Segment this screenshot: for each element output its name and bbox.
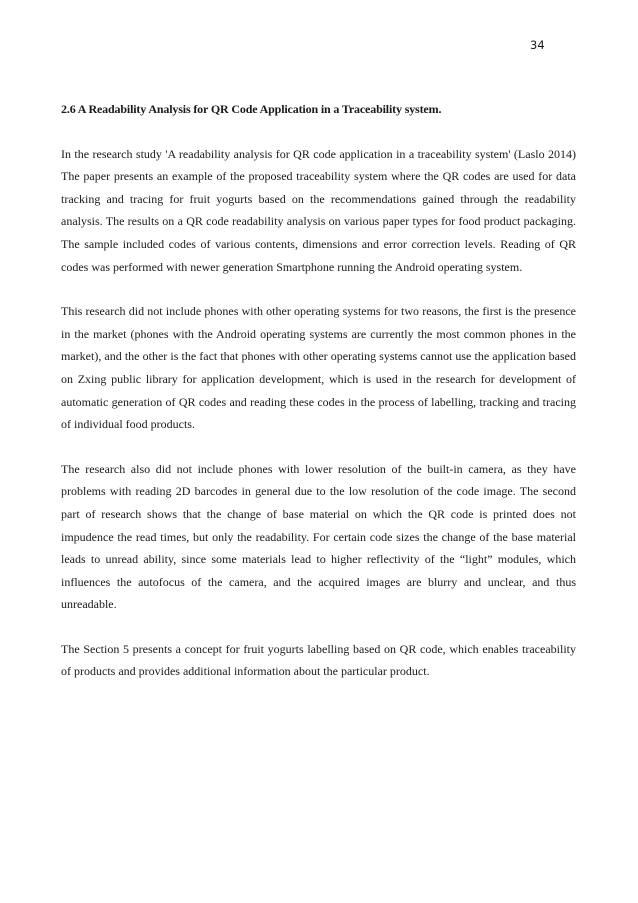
page-number: 34 [530,38,545,52]
document-body [61,98,576,705]
paragraph-3: The research also did not include phones with lower resolution of the built-in camera, as they have problems with reading 2D barcodes in general due to the low resolution of the code image. The second part of research shows that the change of base material on which the QR code is printed does not impudence the read times, but only the readability. For certain code sizes the change of the base material leads to unread ability, since some materials lead to higher reflectivity of the “light” modules, which influences the autofocus of the camera, and the acquired images are blurry and unclear, and thus unreadable. [61,461,576,612]
paragraph-1: In the research study 'A readability analysis for QR code application in a traceability system' (Laslo 2014) The paper presents an example of the proposed traceability system where the QR codes are used for data tracking and tracing for fruit yogurts based on the recommendations gained through the readability analysis. The results on a QR code readability analysis on various paper types for food product packaging. The sample included codes of various contents, dimensions and error correction levels. Reading of QR codes was performed with newer generation Smartphone running the Android operating system. [61,146,576,274]
paragraph-2: This research did not include phones with other operating systems for two reasons, the first is the presence in the market (phones with the Android operating systems are currently the most common phones in the market), and the other is the fact that phones with other operating systems cannot use the application based on Zxing public library for application development, which is used in the research for development of automatic generation of QR codes and reading these codes in the process of labelling, tracking and tracing of individual food products. [61,304,576,432]
section-heading: 2.6 A Readability Analysis for QR Code Application in a Traceability system. [61,102,442,116]
paragraph-4: The Section 5 presents a concept for fruit yogurts labelling based on QR code, which enables traceability of products and provides additional information about the particular product. [61,641,576,679]
